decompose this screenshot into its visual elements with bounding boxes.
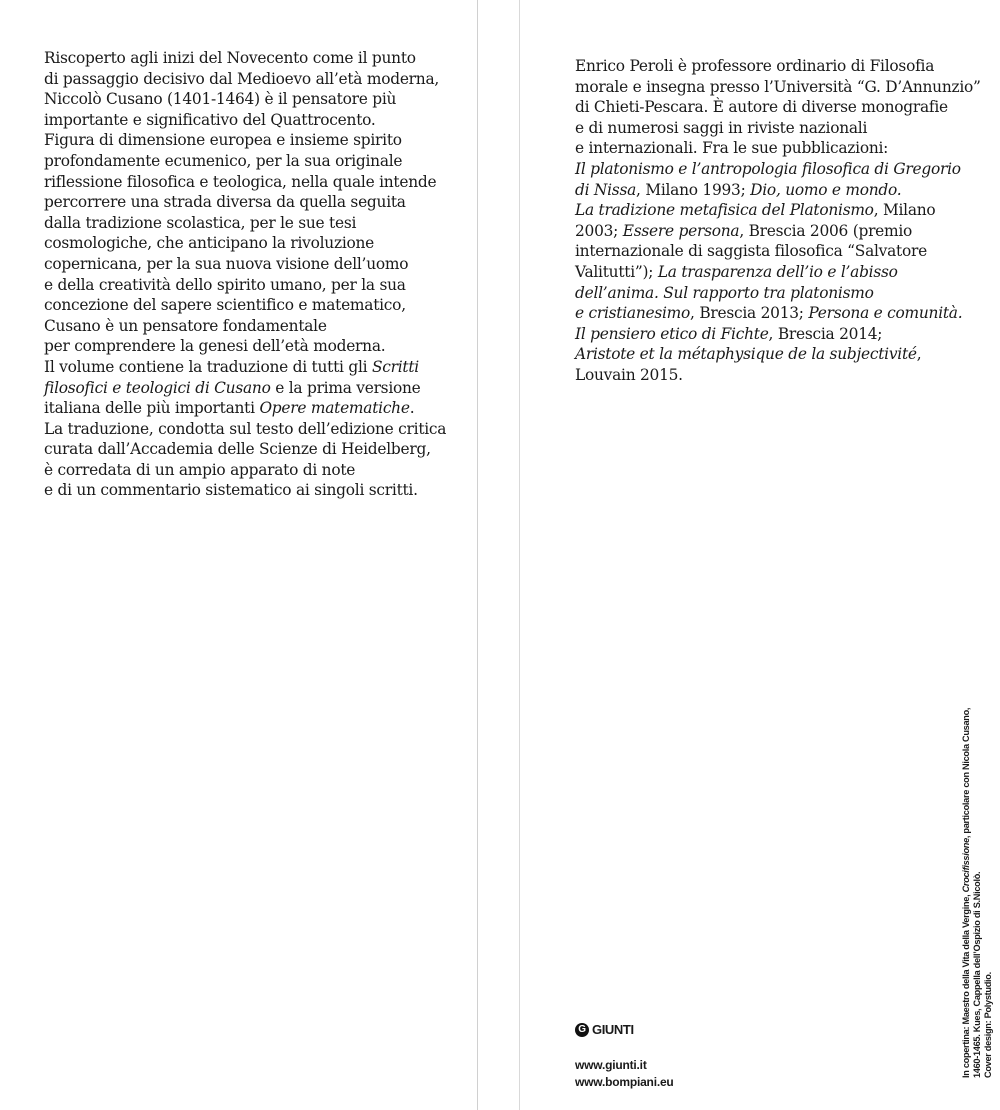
text-line bbox=[44, 336, 446, 357]
text-line bbox=[575, 180, 981, 201]
text-segment: Enrico Peroli è professore ordinario di Filosofia bbox=[575, 57, 935, 75]
publisher-url-giunti[interactable]: www.giunti.it bbox=[575, 1058, 647, 1072]
text-segment: di Chieti-Pescara. È autore di diverse monografie bbox=[575, 98, 948, 117]
text-segment: cosmologiche, che anticipano la rivoluzione bbox=[44, 234, 375, 253]
text-line bbox=[44, 192, 446, 213]
text-segment: importante e significativo del Quattrocento. bbox=[44, 110, 376, 129]
text-segment: internazionale di saggista filosofica “Salvatore bbox=[575, 242, 927, 261]
text-line bbox=[44, 398, 446, 419]
text-segment: profondamente ecumenico, per la sua originale bbox=[44, 151, 403, 170]
text-line bbox=[44, 480, 446, 501]
text-line bbox=[44, 172, 446, 193]
text-segment: riflessione filosofica e teologica, nella quale intende bbox=[44, 172, 437, 191]
text-line bbox=[575, 200, 981, 221]
text-segment: Niccolò Cusano (1401-1464) è il pensatore più bbox=[44, 90, 397, 109]
text-line bbox=[575, 241, 981, 262]
text-line bbox=[44, 89, 446, 110]
text-segment: e di un commentario sistematico ai singoli scritti. bbox=[44, 481, 418, 500]
text-segment: Cover design: Polystudio. bbox=[982, 972, 993, 1078]
text-segment: , Brescia 2014; bbox=[768, 324, 883, 343]
italic-title-text: Dio, uomo e mondo. bbox=[750, 180, 902, 199]
text-line bbox=[44, 110, 446, 131]
text-line bbox=[44, 48, 446, 69]
text-segment: Cusano è un pensatore fondamentale bbox=[44, 316, 327, 335]
text-segment: copernicana, per la sua nuova visione dell’uomo bbox=[44, 254, 409, 273]
text-line bbox=[983, 658, 994, 1078]
text-line bbox=[575, 77, 981, 98]
text-segment: percorrere una strada diversa da quella seguita bbox=[44, 193, 406, 212]
italic-title-text: Persona e comunità. bbox=[808, 304, 963, 323]
text-segment: e di numerosi saggi in riviste nazionali bbox=[575, 118, 868, 137]
book-description bbox=[44, 48, 446, 501]
italic-title-text: Il pensiero etico di Fichte bbox=[575, 324, 769, 343]
text-line bbox=[44, 69, 446, 90]
text-line bbox=[44, 357, 446, 378]
text-segment: 1460-1465. Kues, Cappella dell’Ospizio di S.Nicolò. bbox=[971, 871, 982, 1078]
text-line bbox=[44, 295, 446, 316]
italic-title-text: dell’anima. Sul rapporto tra platonismo bbox=[575, 283, 874, 302]
italic-title-text: La tradizione metafisica del Platonismo bbox=[575, 201, 874, 220]
text-line bbox=[575, 138, 981, 159]
italic-title-text: Il platonismo e l’antropologia filosofica di Gregorio bbox=[575, 159, 961, 178]
text-line bbox=[44, 316, 446, 337]
text-segment: In copertina: Maestro della Vita della Vergine, bbox=[961, 892, 971, 1078]
text-segment: , Brescia 2006 (premio bbox=[739, 221, 913, 240]
text-segment: , particolare con Nicola Cusano, bbox=[961, 707, 971, 839]
italic-title-text: di Nissa bbox=[575, 180, 637, 199]
text-segment: Valitutti”); bbox=[575, 262, 658, 281]
italic-title-text: e cristianesimo bbox=[575, 304, 691, 323]
text-line bbox=[972, 658, 983, 1078]
text-segment: dalla tradizione scolastica, per le sue tesi bbox=[44, 213, 357, 232]
text-line bbox=[575, 283, 981, 304]
italic-title-text: Crocifissione bbox=[961, 838, 971, 893]
text-segment: per comprendere la genesi dell’età moderna. bbox=[44, 337, 386, 356]
back-cover-left-panel bbox=[0, 0, 477, 1110]
publisher-name: GIUNTI bbox=[592, 1022, 634, 1037]
text-line bbox=[44, 233, 446, 254]
italic-title-text: Scritti bbox=[371, 357, 419, 376]
text-line bbox=[575, 159, 981, 180]
flap-fold-line bbox=[519, 0, 520, 1110]
text-segment: , Milano 1993; bbox=[636, 180, 751, 199]
publisher-logo bbox=[575, 1022, 674, 1037]
text-line bbox=[575, 324, 981, 345]
text-segment: di passaggio decisivo dal Medioevo all’età moderna, bbox=[44, 69, 440, 88]
cover-credit bbox=[961, 658, 993, 1078]
text-segment: Louvain 2015. bbox=[575, 365, 683, 384]
publisher-block bbox=[575, 1022, 674, 1091]
text-line bbox=[575, 303, 981, 324]
text-line bbox=[44, 378, 446, 399]
text-line bbox=[575, 344, 981, 365]
text-line bbox=[44, 254, 446, 275]
text-line bbox=[575, 262, 981, 283]
text-line bbox=[575, 365, 981, 386]
text-line bbox=[44, 439, 446, 460]
text-segment: concezione del sapere scientifico e matematico, bbox=[44, 296, 406, 315]
text-line bbox=[575, 97, 981, 118]
publisher-url-bompiani[interactable]: www.bompiani.eu bbox=[575, 1075, 674, 1089]
text-line bbox=[575, 221, 981, 242]
text-segment: . bbox=[409, 399, 415, 418]
text-segment: e della creatività dello spirito umano, per la sua bbox=[44, 275, 406, 294]
text-segment: 2003; bbox=[575, 221, 623, 240]
text-segment: e internazionali. Fra le sue pubblicazioni: bbox=[575, 139, 889, 158]
text-segment: morale e insegna presso l’Università “G. D’Annunzio” bbox=[575, 77, 981, 96]
text-segment: La traduzione, condotta sul testo dell’edizione critica bbox=[44, 419, 447, 438]
text-segment: , bbox=[916, 345, 922, 364]
text-segment: Figura di dimensione europea e insieme spirito bbox=[44, 131, 402, 150]
text-line bbox=[44, 275, 446, 296]
italic-title-text: filosofici e teologici di Cusano bbox=[44, 378, 271, 397]
text-line bbox=[44, 419, 446, 440]
text-line bbox=[575, 118, 981, 139]
text-line bbox=[575, 56, 981, 77]
italic-title-text: La trasparenza dell’io e l’abisso bbox=[657, 262, 898, 281]
text-segment: italiana delle più importanti bbox=[44, 399, 260, 418]
author-biography bbox=[575, 56, 981, 386]
italic-title-text: Opere matematiche bbox=[259, 399, 410, 418]
text-line bbox=[44, 151, 446, 172]
giunti-logo-icon: G bbox=[575, 1023, 589, 1037]
text-line bbox=[44, 460, 446, 481]
text-segment: e la prima versione bbox=[270, 378, 421, 397]
text-line bbox=[44, 130, 446, 151]
text-segment: curata dall’Accademia delle Scienze di Heidelberg, bbox=[44, 440, 431, 459]
text-line bbox=[961, 658, 972, 1078]
italic-title-text: Essere persona bbox=[622, 221, 740, 240]
italic-title-text: Aristote et la métaphysique de la subjectivité bbox=[575, 345, 917, 364]
text-segment: è corredata di un ampio apparato di note bbox=[44, 460, 356, 479]
text-segment: , Brescia 2013; bbox=[690, 304, 809, 323]
text-segment: , Milano bbox=[873, 201, 936, 220]
text-segment: Riscoperto agli inizi del Novecento come il punto bbox=[44, 49, 416, 67]
text-line bbox=[44, 213, 446, 234]
text-segment: Il volume contiene la traduzione di tutti gli bbox=[44, 357, 372, 376]
